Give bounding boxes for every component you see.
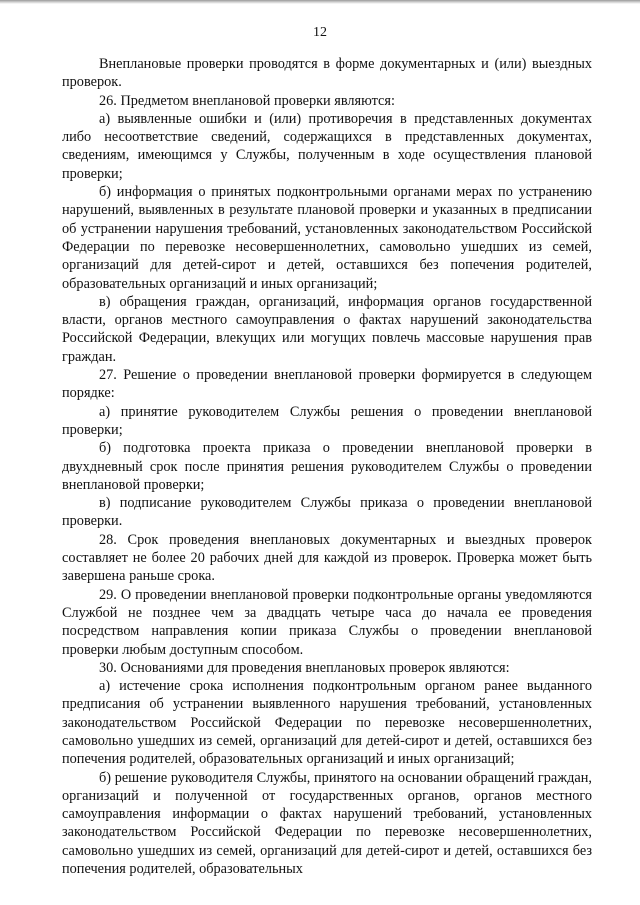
paragraph-26-b: б) информация о принятых подконтрольными органами мерах по устранению нарушений, выявленных в результате плановой проверки и указанных в предписании об устранении нарушения требований, установленных законодательством Российской Федерации по перевозке несовершеннолетних, самовольно ушедших из семей, организаций для детей-сирот и детей, оставшихся без попечения родителей, образовательных организаций и иных организаций;	[62, 184, 592, 292]
paragraph-30: 30. Основаниями для проведения внеплановых проверок являются:	[99, 659, 510, 676]
paragraph-26-a: а) выявленные ошибки и (или) противоречия в представленных документах либо несоответствие сведений, содержащихся в представленных документах, сведениям, имеющимся у Службы, полученным в ходе осуществления плановой проверки;	[62, 110, 592, 182]
paragraph-26-v: в) обращения граждан, организаций, информация органов государственной власти, органов местного самоуправления о фактах нарушений законодательства Российской Федерации, влекущих или могущих повлечь массовые нарушения прав граждан.	[62, 293, 592, 365]
page-number: 12	[313, 25, 327, 40]
paragraph-27-v: в) подписание руководителем Службы приказа о проведении внеплановой проверки.	[62, 495, 592, 530]
scan-top-edge	[0, 0, 640, 4]
document-body	[62, 55, 592, 878]
paragraph-intro: Внеплановые проверки проводятся в форме документарных и (или) выездных проверок.	[62, 56, 592, 91]
paragraph-29: 29. О проведении внеплановой проверки подконтрольные органы уведомляются Службой не позднее чем за двадцать четыре часа до начала ее проведения посредством направления копии приказа Службы о проведении внеплановой проверки любым доступным способом.	[62, 586, 592, 658]
paragraph-27-a: а) принятие руководителем Службы решения о проведении внеплановой проверки;	[62, 403, 592, 438]
paragraph-27-b: б) подготовка проекта приказа о проведении внеплановой проверки в двухдневный срок после принятия решения руководителем Службы о проведении внеплановой проверки;	[62, 440, 592, 493]
paragraph-28: 28. Срок проведения внеплановых документарных и выездных проверок составляет не более 20 рабочих дней для каждой из проверок. Проверка может быть завершена раньше срока.	[62, 531, 592, 585]
paragraph-26: 26. Предметом внеплановой проверки являются:	[99, 92, 395, 109]
paragraph-27: 27. Решение о проведении внеплановой проверки формируется в следующем порядке:	[62, 367, 592, 402]
paragraph-30-b: б) решение руководителя Службы, принятого на основании обращений граждан, организаций и полученной от государственных органов, органов местного самоуправления информации о фактах нарушений требований, установленных законодательством Российской Федерации по перевозке несовершеннолетних, самовольно ушедших из семей, организаций для детей-сирот и детей, оставшихся без попечения родителей, образовательных	[62, 769, 592, 878]
paragraph-30-a: а) истечение срока исполнения подконтрольным органом ранее выданного предписания об устранении выявленного нарушения требований, установленных законодательством Российской Федерации по перевозке несовершеннолетних, самовольно ушедших из семей, организаций для детей-сирот и детей, оставшихся без попечения родителей, образовательных организаций и иных организаций;	[62, 678, 592, 768]
